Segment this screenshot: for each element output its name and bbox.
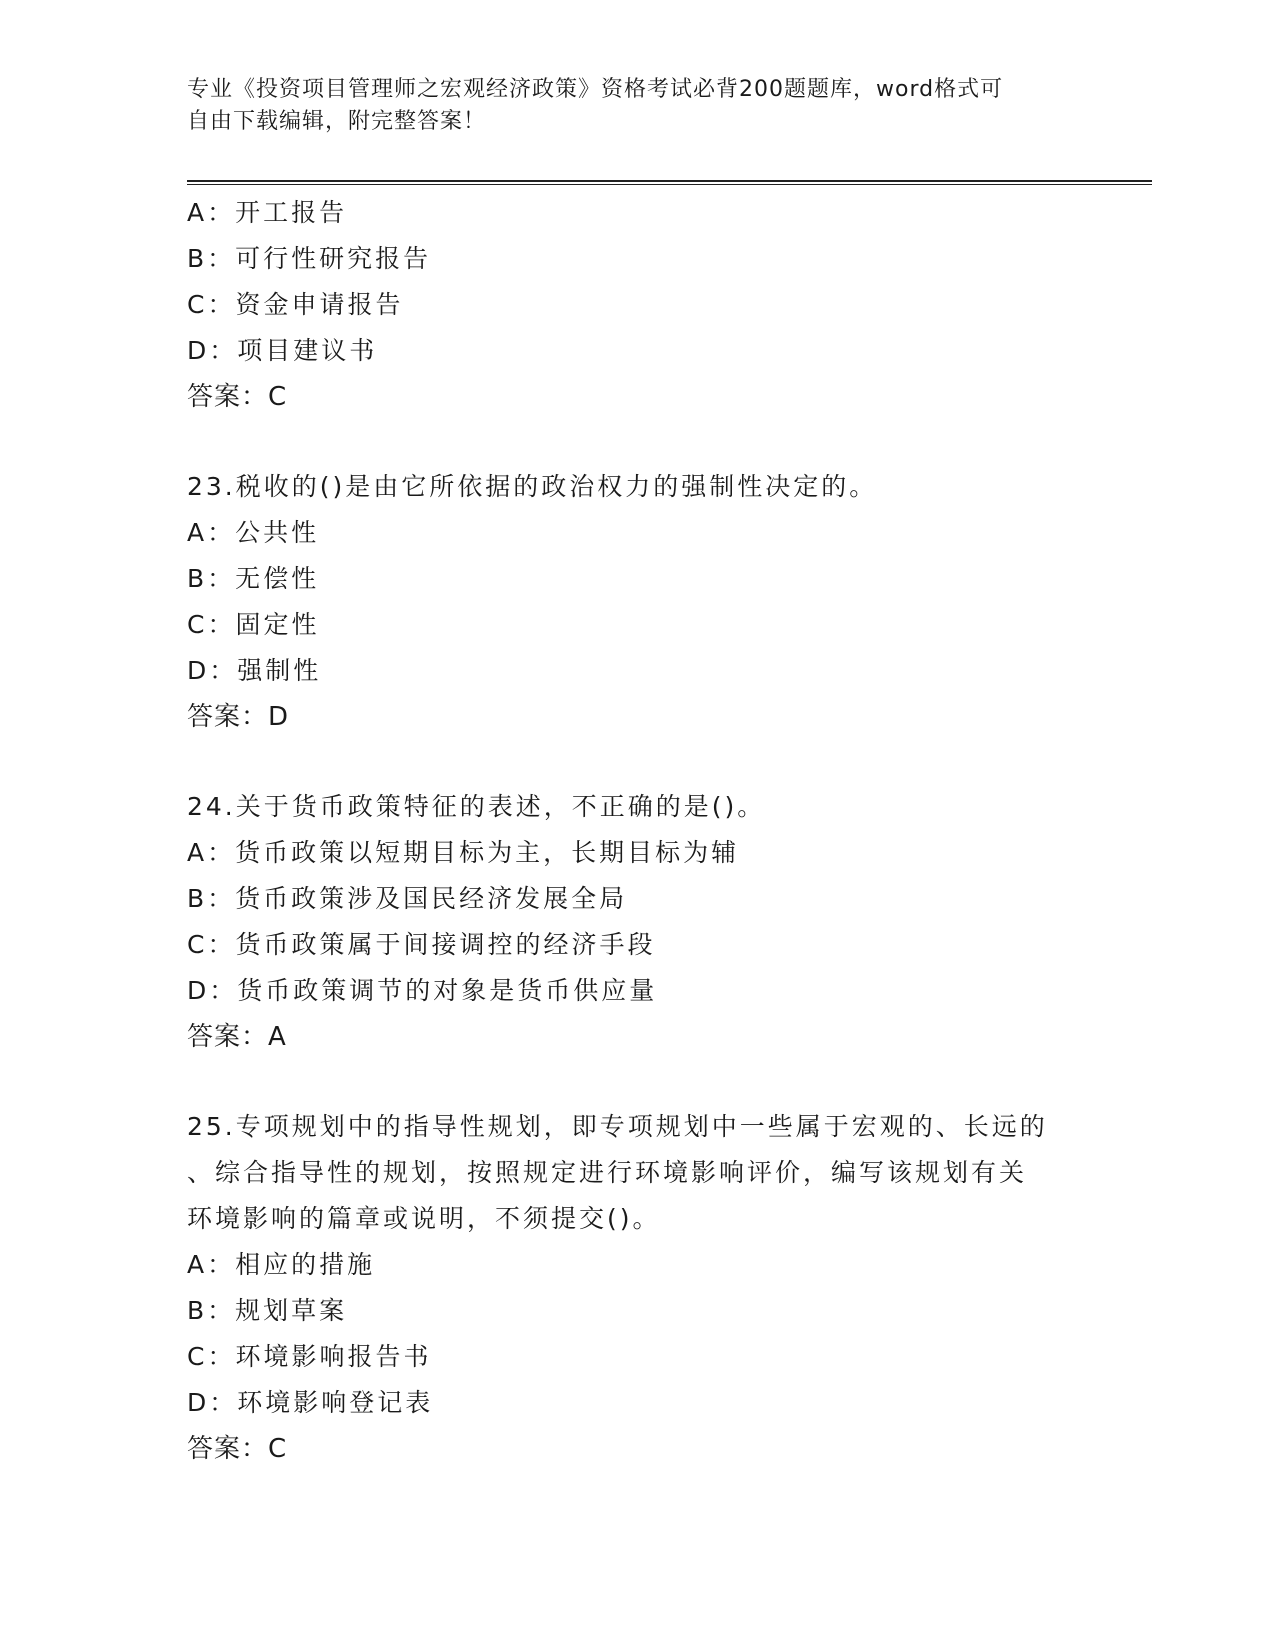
option-b: B：可行性研究报告 bbox=[187, 244, 432, 273]
header-line-1: 专业《投资项目管理师之宏观经济政策》资格考试必背200题题库，word格式可 bbox=[187, 77, 1004, 102]
option-c: C：货币政策属于间接调控的经济手段 bbox=[187, 930, 656, 959]
header-line-2: 自由下载编辑，附完整答案！ bbox=[187, 109, 487, 134]
question-text: 23.税收的()是由它所依据的政治权力的强制性决定的。 bbox=[187, 472, 878, 501]
answer: 答案：C bbox=[187, 382, 288, 412]
header-divider bbox=[187, 180, 1152, 185]
option-b: B：无偿性 bbox=[187, 564, 320, 593]
option-d: D：货币政策调节的对象是货币供应量 bbox=[187, 976, 658, 1005]
question-24 bbox=[187, 784, 1152, 1060]
option-a: A：公共性 bbox=[187, 518, 320, 547]
question-text-line-1: 25.专项规划中的指导性规划，即专项规划中一些属于宏观的、长远的 bbox=[187, 1112, 1048, 1141]
answer: 答案：A bbox=[187, 1022, 287, 1052]
option-a: A：货币政策以短期目标为主，长期目标为辅 bbox=[187, 838, 740, 867]
option-d: D：项目建议书 bbox=[187, 336, 378, 365]
option-c: C：资金申请报告 bbox=[187, 290, 404, 319]
answer: 答案：D bbox=[187, 702, 290, 732]
option-a: A：相应的措施 bbox=[187, 1250, 376, 1279]
option-d: D：强制性 bbox=[187, 656, 322, 685]
document-header bbox=[187, 74, 1087, 138]
question-text-line-2: 、综合指导性的规划，按照规定进行环境影响评价，编写该规划有关 bbox=[187, 1158, 1028, 1187]
option-a: A：开工报告 bbox=[187, 198, 348, 227]
option-c: C：环境影响报告书 bbox=[187, 1342, 432, 1371]
option-d: D：环境影响登记表 bbox=[187, 1388, 434, 1417]
spacer bbox=[187, 420, 1152, 464]
document-page bbox=[187, 0, 1152, 1650]
question-text-line-3: 环境影响的篇章或说明，不须提交()。 bbox=[187, 1204, 661, 1233]
question-25 bbox=[187, 1104, 1152, 1472]
spacer bbox=[187, 1060, 1152, 1104]
option-c: C：固定性 bbox=[187, 610, 320, 639]
question-text: 24.关于货币政策特征的表述，不正确的是()。 bbox=[187, 792, 766, 821]
question-22 bbox=[187, 190, 1152, 420]
option-b: B：货币政策涉及国民经济发展全局 bbox=[187, 884, 628, 913]
answer: 答案：C bbox=[187, 1434, 288, 1464]
question-list bbox=[187, 190, 1152, 1472]
question-23 bbox=[187, 464, 1152, 740]
spacer bbox=[187, 740, 1152, 784]
option-b: B：规划草案 bbox=[187, 1296, 348, 1325]
